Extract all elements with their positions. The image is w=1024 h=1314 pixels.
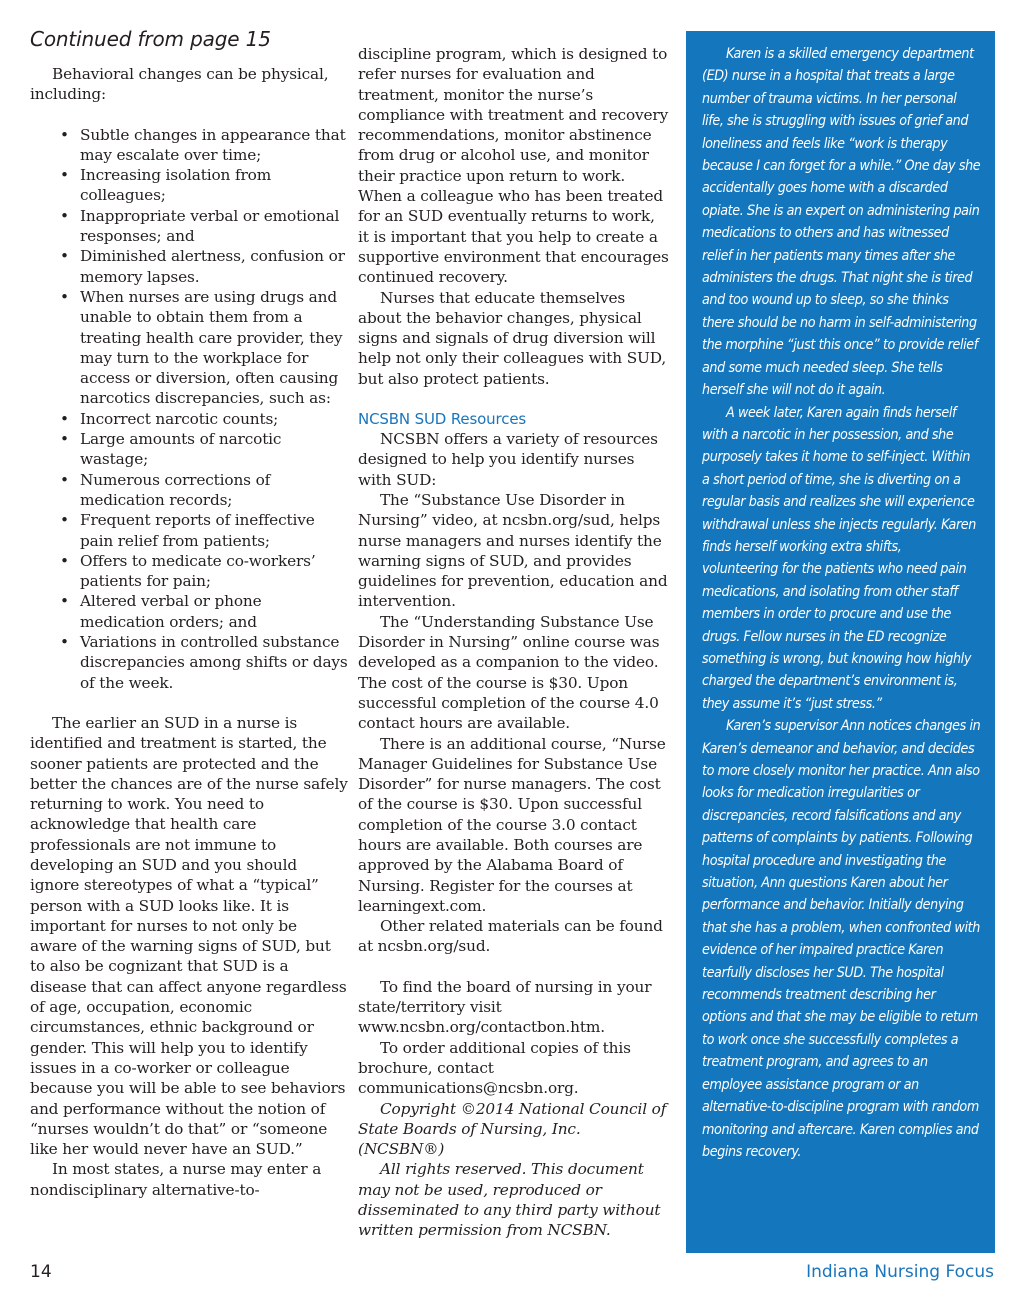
body-paragraph: Other related materials can be found at ncsbn.org/sud. (358, 917, 663, 956)
list-item: • Variations in controlled substance discrepancies among shifts or days of the week. (30, 632, 348, 693)
list-item: • Incorrect narcotic counts; (30, 409, 348, 429)
body-paragraph: There is an additional course, “Nurse Manager Guidelines for Substance Use Disorder” for nurse managers. The cost of the course is $30. Upon successful completion of the course 3.0 contact hours are available. Both courses are approved by the Alabama Board of Nursing. Register for the courses at learningext.com. (358, 734, 666, 915)
body-paragraph: Nurses that educate themselves about the behavior changes, physical signs and signals of drug diversion will help not only their colleagues with SUD, but also protect patients. (358, 288, 667, 388)
copyright-notice: Copyright ©2014 National Council of State Boards of Nursing, Inc. (NCSBN®) (358, 1099, 667, 1159)
continued-label: Continued from page 15 (30, 27, 271, 51)
section-heading: NCSBN SUD Resources (358, 410, 527, 429)
list-item: • Offers to medicate co-workers’ patients for pain; (30, 551, 348, 592)
list-item: • Subtle changes in appearance that may escalate over time; (30, 125, 348, 166)
sidebar-paragraph: Karen is a skilled emergency department (ED) nurse in a hospital that treats a large number of trauma victims. In her personal life, she is struggling with issues of grief and loneliness and feels like “work is therapy because I can forget for a while.” One day she accidentally goes home with a discarded opiate. She is an expert on administering pain medications to others and has witnessed relief in her patients many times after she administers the drugs. That night she is tired and too wound up to sleep, so she thinks there should be no harm in self-administering the morphine “just this once” to provide relief and some much needed sleep. She tells herself she will not do it again. (702, 46, 981, 399)
sidebar-paragraph: Karen’s supervisor Ann notices changes in Karen’s demeanor and behavior, and decides to more closely monitor her practice. Ann also looks for medication irregularities or discrepancies, record falsifications and any patterns of complaints by patients. Following hospital procedure and investigating the situation, Ann questions Karen about her performance and behavior. Initially denying that she has a problem, when confronted with evidence of her impaired practice Karen tearfully discloses her SUD. The hospital recommends treatment describing her options and that she may be eligible to return to work once she successfully completes a treatment program, and agrees to an employee assistance program or an alternative-to-discipline program with random monitoring and aftercare. Karen complies and begins recovery. (702, 718, 981, 1160)
list-item: • Increasing isolation from colleagues; (30, 165, 348, 206)
body-paragraph: NCSBN offers a variety of resources designed to help you identify nurses with SUD: (358, 430, 658, 489)
paragraph-spacer (358, 957, 670, 977)
sidebar-paragraph: A week later, Karen again finds herself with a narcotic in her possession, and she purposely takes it home to self-inject. Within a short period of time, she is diverting on a regular basis and realizes she will experience withdrawal unless she injects regularly. Karen finds herself working extra shifts, volunteering for the patients who need pain medications, and isolating from other staff members in order to procure and use the drugs. Fellow nurses in the ED recognize something is wrong, but knowing how highly charged the department’s environment is, they assume it’s “just stress.” (702, 404, 976, 712)
body-paragraph: To order additional copies of this brochure, contact communications@ncsbn.org. (358, 1038, 631, 1098)
list-item: • Frequent reports of ineffective pain relief from patients; (30, 510, 348, 551)
list-item: • Large amounts of narcotic wastage; (30, 429, 348, 470)
list-item: • Altered verbal or phone medication orders; and (30, 591, 348, 632)
list-item: • Inappropriate verbal or emotional responses; and (30, 206, 348, 247)
list-item: • Numerous corrections of medication records; (30, 470, 348, 511)
list-item: • When nurses are using drugs and unable to obtain them from a treating health care provider, they may turn to the workplace for access or diversion, often causing narcotics discrepancies, such as: (30, 287, 348, 409)
body-paragraph: To find the board of nursing in your state/territory visit www.ncsbn.org/contactbon.htm. (358, 977, 652, 1037)
body-paragraph: The “Substance Use Disorder in Nursing” video, at ncsbn.org/sud, helps nurse managers and nurses identify the warning signs of SUD, and provides guidelines for prevention, education and intervention. (358, 490, 668, 611)
page-number: 14 (30, 1262, 52, 1282)
column-left (30, 26, 348, 1200)
case-study-sidebar (686, 31, 995, 1253)
body-paragraph: In most states, a nurse may enter a nondisciplinary alternative-to- (30, 1160, 322, 1199)
column-middle (358, 44, 670, 1241)
publication-name: Indiana Nursing Focus (806, 1262, 994, 1282)
warning-signs-list (30, 125, 348, 693)
body-paragraph: The earlier an SUD in a nurse is identified and treatment is started, the sooner patients are protected and the better the chances are of the nurse safely returning to work. You need to acknowledge that health care professionals are not immune to developing an SUD and you should ignore stereotypes of what a “typical” person with a SUD looks like. It is important for nurses to not only be aware of the warning signs of SUD, but to also be cognizant that SUD is a disease that can affect anyone regardless of age, occupation, economic circumstances, ethnic background or gender. This will help you to identify issues in a co-worker or colleague because you will be able to see behaviors and performance without the notion of “nurses wouldn’t do that” or “someone like her would never have an SUD.” (30, 713, 348, 1159)
body-paragraph: The “Understanding Substance Use Disorder in Nursing” online course was developed as a companion to the video. The cost of the course is $30. Upon successful completion of the course 4.0 contact hours are available. (358, 612, 660, 733)
list-item: • Diminished alertness, confusion or memory lapses. (30, 246, 348, 287)
intro-paragraph: Behavioral changes can be physical, including: (30, 65, 329, 104)
rights-notice: All rights reserved. This document may not be used, reproduced or disseminated to any third party without written permission from NCSBN. (358, 1160, 661, 1240)
body-paragraph: discipline program, which is designed to refer nurses for evaluation and treatment, monitor the nurse’s compliance with treatment and recovery recommendations, monitor abstinence from drug or alcohol use, and monitor their practice upon return to work. When a colleague who has been treated for an SUD eventually returns to work, it is important that you help to create a supportive environment that encourages continued recovery. (358, 45, 669, 287)
